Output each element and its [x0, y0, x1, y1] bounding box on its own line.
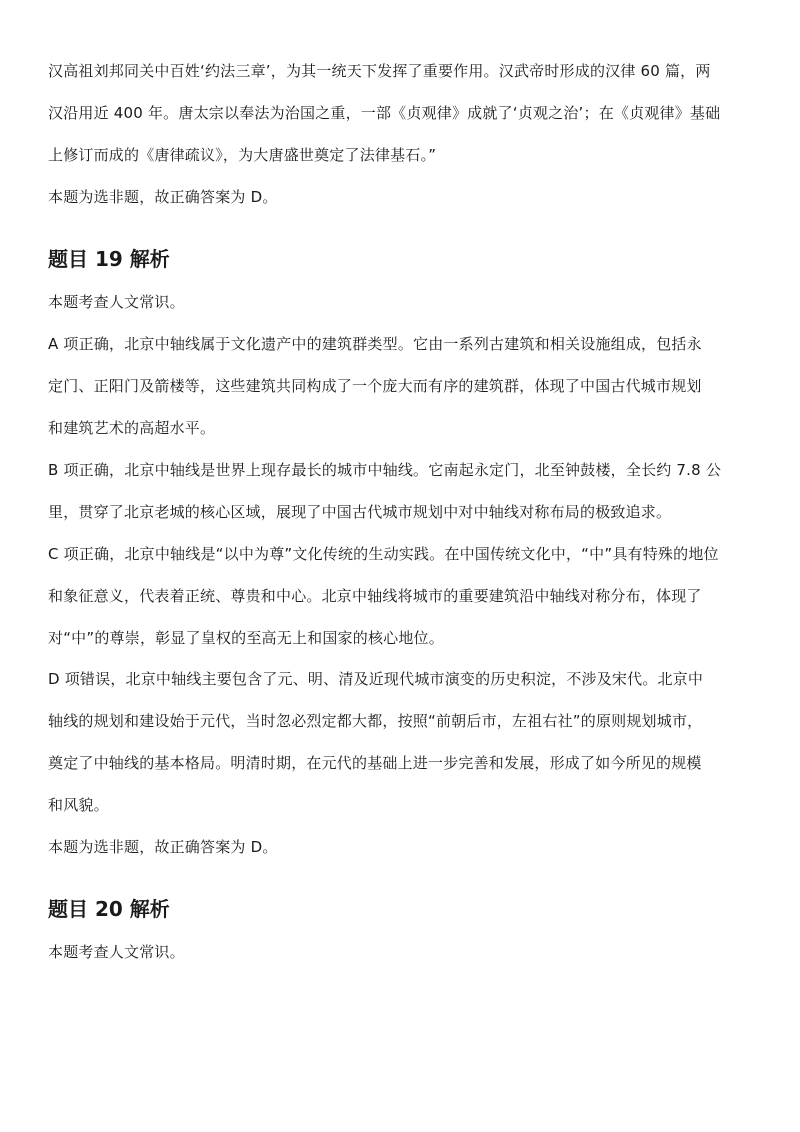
text-line: 上修订而成的《唐律疏议》，为大唐盛世奠定了法律基石。” — [48, 146, 437, 164]
heading-question-20: 题目 20 解析 — [48, 897, 170, 921]
option-b-explanation — [48, 449, 721, 533]
answer-19: 本题为选非题，故正确答案为 D。 — [48, 838, 278, 856]
text-line: 奠定了中轴线的基本格局。明清时期，在元代的基础上进一步完善和发展，形成了如今所见的规模 — [48, 754, 702, 772]
text-line: A 项正确，北京中轴线属于文化遗产中的建筑群类型。它由一系列古建筑和相关设施组成，包括永 — [48, 335, 702, 353]
text-line: 和风貌。 — [48, 796, 109, 814]
answer-18: 本题为选非题，故正确答案为 D。 — [48, 188, 278, 206]
heading-question-19: 题目 19 解析 — [48, 247, 170, 271]
text-line: 轴线的规划和建设始于元代，当时忽必烈定都大都，按照“前朝后市，左祖右社”的原则规划城市， — [48, 712, 703, 730]
text-line: B 项正确，北京中轴线是世界上现存最长的城市中轴线。它南起永定门，北至钟鼓楼，全长约 7.8 公 — [48, 461, 722, 479]
option-c-explanation — [48, 533, 719, 659]
text-line: D 项错误，北京中轴线主要包含了元、明、清及近现代城市演变的历史积淀，不涉及宋代。北京中 — [48, 670, 704, 688]
text-line: C 项正确，北京中轴线是“以中为尊”文化传统的生动实践。在中国传统文化中，“中”具有特殊的地位 — [48, 545, 719, 563]
option-d-explanation — [48, 658, 703, 826]
intro-19: 本题考查人文常识。 — [48, 293, 185, 311]
text-line: 和象征意义，代表着正统、尊贵和中心。北京中轴线将城市的重要建筑沿中轴线对称分布，体现了 — [48, 587, 702, 605]
option-a-explanation — [48, 323, 702, 449]
text-line: 对“中”的尊崇，彰显了皇权的至高无上和国家的核心地位。 — [48, 629, 444, 647]
paragraph-legal-history — [48, 50, 720, 176]
text-line: 里，贯穿了北京老城的核心区域，展现了中国古代城市规划中对中轴线对称布局的极致追求。 — [48, 503, 672, 521]
text-line: 和建筑艺术的高超水平。 — [48, 419, 216, 437]
text-line: 汉高祖刘邦同关中百姓‘约法三章’，为其一统天下发挥了重要作用。汉武帝时形成的汉律 60 篇，两 — [48, 62, 711, 80]
text-line: 定门、正阳门及箭楼等，这些建筑共同构成了一个庞大而有序的建筑群，体现了中国古代城市规划 — [48, 377, 702, 395]
text-line: 汉沿用近 400 年。唐太宗以奉法为治国之重，一部《贞观律》成就了‘贞观之治’；在《贞观律》基础 — [48, 104, 721, 122]
intro-20: 本题考查人文常识。 — [48, 943, 185, 961]
